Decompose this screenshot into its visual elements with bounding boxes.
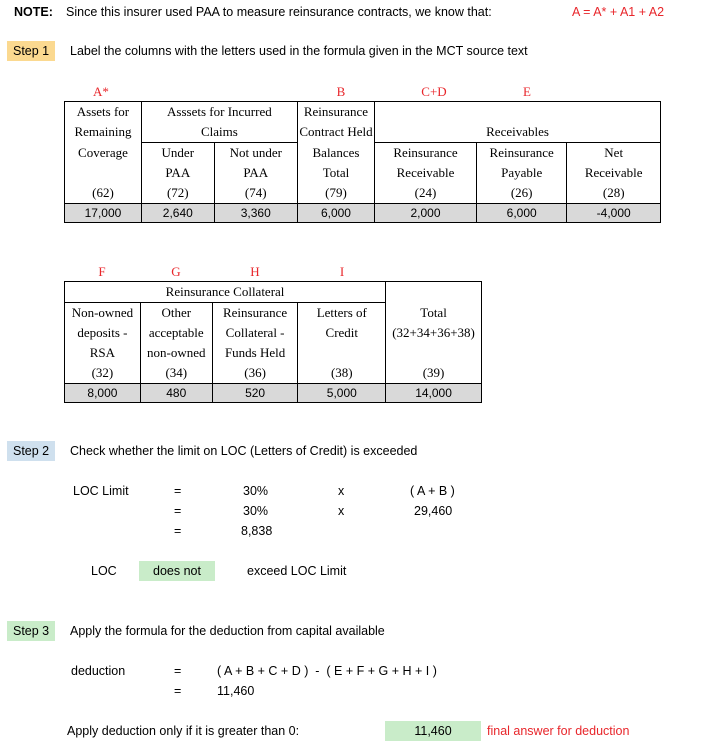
code-cell: (39) — [386, 363, 482, 384]
loc-status-badge: does not — [139, 561, 215, 581]
deduction-formula: ( A + B + C + D ) - ( E + F + G + H + I ) — [217, 664, 437, 678]
value-cell: 5,000 — [298, 384, 386, 403]
step2-badge: Step 2 — [7, 441, 55, 461]
code-cell: (79) — [297, 183, 374, 204]
loc-label: LOC — [91, 564, 117, 578]
code-cell: (28) — [567, 183, 661, 204]
code-cell: (72) — [141, 183, 214, 204]
header-rc-1: Reinsurance — [212, 303, 298, 324]
header-other-3: non-owned — [140, 343, 212, 363]
value-cell: 6,000 — [297, 204, 374, 223]
equals-sign: = — [174, 504, 182, 518]
letter-c-d: C+D — [421, 84, 447, 99]
step1-text: Label the columns with the letters used in the formula given in the MCT source text — [70, 44, 528, 58]
header-pay-1: Reinsurance — [476, 143, 566, 164]
header-notunder-2: PAA — [214, 163, 297, 183]
header-collateral: Reinsurance Collateral — [65, 282, 386, 303]
header-reins-3: Balances — [297, 143, 374, 164]
letter-e: E — [523, 84, 531, 99]
loc-pct-1: 30% — [243, 484, 269, 498]
header-receivables-top — [375, 102, 661, 123]
deduction-label: deduction — [71, 664, 126, 678]
header-incurred-2: Claims — [141, 122, 297, 143]
header-under-1: Under — [141, 143, 214, 164]
code-cell: (32) — [65, 363, 141, 384]
code-cell: (36) — [212, 363, 298, 384]
value-cell: 8,000 — [65, 384, 141, 403]
header-blank — [386, 343, 482, 363]
header-rc-3: Funds Held — [212, 343, 298, 363]
code-cell: (24) — [375, 183, 477, 204]
header-other-1: Other — [140, 303, 212, 324]
letter-f: F — [98, 264, 106, 279]
loc-limit-label: LOC Limit — [73, 484, 129, 498]
note-formula: A = A* + A1 + A2 — [572, 5, 665, 19]
header-incurred-1: Asssets for Incurred — [141, 102, 297, 123]
header-net-1: Net — [567, 143, 661, 164]
letter-g: G — [171, 264, 181, 279]
step3-text: Apply the formula for the deduction from capital available — [70, 624, 385, 638]
header-total-top — [386, 282, 482, 303]
value-cell: 520 — [212, 384, 298, 403]
loc-base-formula: ( A + B ) — [410, 484, 455, 498]
step3-badge: Step 3 — [7, 621, 55, 641]
step2-text: Check whether the limit on LOC (Letters of Credit) is exceeded — [70, 444, 418, 458]
code-cell: (34) — [140, 363, 212, 384]
header-nonowned-3: RSA — [65, 343, 141, 363]
equals-sign: = — [174, 484, 182, 498]
header-other-2: acceptable — [140, 323, 212, 343]
header-assets-remaining-2: Remaining — [65, 122, 142, 143]
code-cell: (26) — [476, 183, 566, 204]
header-under-2: PAA — [141, 163, 214, 183]
value-cell: 2,640 — [141, 204, 214, 223]
note-text: Since this insurer used PAA to measure reinsurance contracts, we know that: — [66, 5, 492, 19]
loc-status-tail: exceed LOC Limit — [247, 564, 347, 578]
header-assets-remaining-3: Coverage — [65, 143, 142, 164]
header-recv-2: Receivable — [375, 163, 477, 183]
deduction-result: 11,460 — [217, 684, 255, 698]
header-reins-4: Total — [297, 163, 374, 183]
equals-sign: = — [174, 684, 182, 698]
letter-b: B — [336, 84, 346, 99]
value-cell: 17,000 — [65, 204, 142, 223]
letter-i: I — [339, 264, 345, 279]
header-loc-1: Letters of — [298, 303, 386, 324]
value-cell: 3,360 — [214, 204, 297, 223]
equals-sign: = — [174, 524, 182, 538]
value-cell: 480 — [140, 384, 212, 403]
header-loc-2: Credit — [298, 323, 386, 343]
header-pay-2: Payable — [476, 163, 566, 183]
header-recv-1: Reinsurance — [375, 143, 477, 164]
value-cell: 2,000 — [375, 204, 477, 223]
header-receivables: Receivables — [375, 122, 661, 143]
final-deduction-value: 11,460 — [385, 721, 481, 741]
code-cell: (38) — [298, 363, 386, 384]
header-rc-2: Collateral - — [212, 323, 298, 343]
header-net-2: Receivable — [567, 163, 661, 183]
multiply-sign: x — [338, 504, 345, 518]
note-label: NOTE: — [14, 5, 53, 19]
letter-h: H — [250, 264, 260, 279]
code-cell: (74) — [214, 183, 297, 204]
value-cell: 6,000 — [476, 204, 566, 223]
reinsurance-collateral-table — [64, 281, 482, 403]
apply-text: Apply deduction only if it is greater than 0: — [67, 724, 300, 738]
header-total-1: Total — [386, 303, 482, 324]
header-nonowned-1: Non-owned — [65, 303, 141, 324]
step1-badge: Step 1 — [7, 41, 55, 61]
header-reins-2: Contract Held — [297, 122, 374, 143]
header-total-2: (32+34+36+38) — [386, 323, 482, 343]
header-nonowned-2: deposits - — [65, 323, 141, 343]
equals-sign: = — [174, 664, 182, 678]
value-cell: -4,000 — [567, 204, 661, 223]
header-assets-remaining-1: Assets for — [65, 102, 142, 123]
letter-a-star: A* — [93, 84, 109, 99]
header-blank — [298, 343, 386, 363]
header-notunder-1: Not under — [214, 143, 297, 164]
reinsurance-balances-table — [64, 101, 661, 223]
header-reins-1: Reinsurance — [297, 102, 374, 123]
code-cell: (62) — [65, 183, 142, 204]
loc-base-value: 29,460 — [414, 504, 453, 518]
loc-pct-2: 30% — [243, 504, 269, 518]
final-answer-note: final answer for deduction — [487, 724, 630, 738]
loc-limit-value: 8,838 — [241, 524, 273, 538]
value-cell: 14,000 — [386, 384, 482, 403]
header-blank — [65, 163, 142, 183]
multiply-sign: x — [338, 484, 345, 498]
